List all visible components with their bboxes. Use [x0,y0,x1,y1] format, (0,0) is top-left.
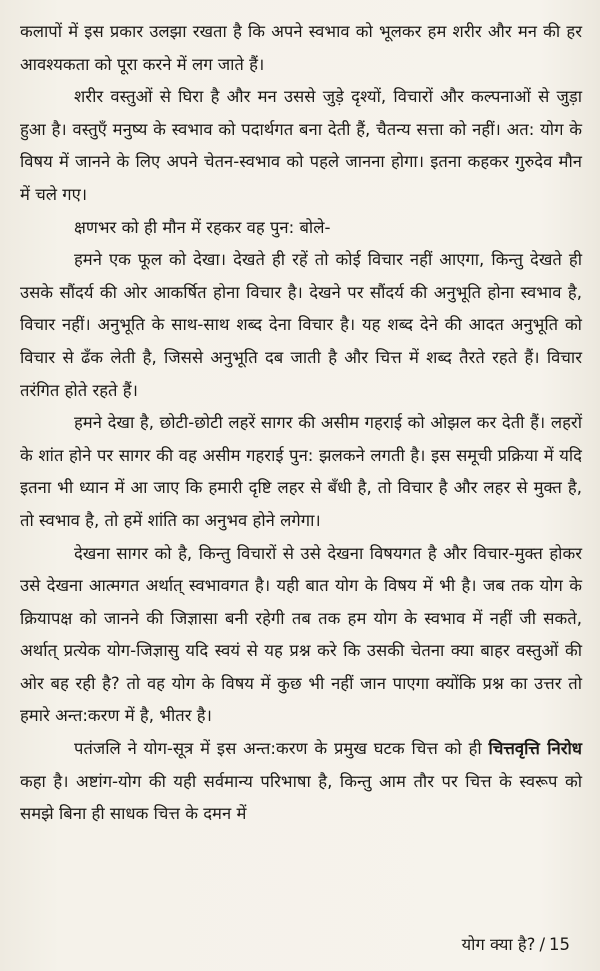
page-footer [462,932,570,955]
footer-separator: / [539,935,545,954]
paragraph: हमने देखा है, छोटी-छोटी लहरें सागर की असीम गहराई को ओझल कर देती हैं। लहरों के शांत होने पर सागर की वह असीम गहराई पुन: झलकने लगती है। इस समूची प्रक्रिया में यदि इतना भी ध्यान में आ जाए कि हमारी दृष्टि लहर से बँधी है, तो विचार है और लहर से मुक्त है, तो स्वभाव है, तो हमें शांति का अनुभव होने लगेगा। [20,413,582,530]
paragraph-continuation: कलापों में इस प्रकार उलझा रखता है कि अपने स्वभाव को भूलकर हम शरीर और मन की हर आवश्यकता को पूरा करने में लग जाते हैं। [20,22,582,74]
paragraph-last [20,733,582,831]
chapter-title: योग क्या है? [461,935,536,954]
paragraph: शरीर वस्तुओं से घिरा है और मन उससे जुड़े दृश्यों, विचारों और कल्पनाओं से जुड़ा हुआ है। वस्तुएँ मनुष्य के स्वभाव को पदार्थगत बना देती हैं, चैतन्य सत्ता को नहीं। अत: योग के विषय में जानने के लिए अपने चेतन-स्वभाव को पहले जानना होगा। इतना कहकर गुरुदेव मौन में चले गए। [20,87,582,204]
paragraph-text: पतंजलि ने योग-सूत्र में इस अन्त:करण के प्रमुख घटक चित्त को ही [74,739,482,759]
paragraph-text: कहा है। अष्टांग-योग की यही सर्वमान्य परिभाषा है, किन्तु आम तौर पर चित्त के स्वरूप को समझे बिना ही साधक चित्त के दमन में [20,771,582,824]
body-text [20,16,582,831]
paragraph: देखना सागर को है, किन्तु विचारों से उसे देखना विषयगत है और विचार-मुक्त होकर उसे देखना आत्मगत अर्थात् स्वभावगत है। यही बात योग के विषय में भी है। जब तक योग के क्रियापक्ष को जानने की जिज्ञासा बनी रहेगी तब तक हम योग के स्वभाव में नहीं जी सकते, अर्थात् प्रत्येक योग-जिज्ञासु यदि स्वयं से यह प्रश्न करे कि उसकी चेतना क्या बाहर वस्तुओं की ओर बह रही है? तो वह योग के विषय में कुछ भी नहीं जान पाएगा क्योंकि प्रश्न का उत्तर तो हमारे अन्त:करण में है, भीतर है। [20,543,582,726]
paragraph: हमने एक फूल को देखा। देखते ही रहें तो कोई विचार नहीं आएगा, किन्तु देखते ही उसके सौंदर्य की ओर आकर्षित होना विचार है। देखने पर सौंदर्य की अनुभूति होना स्वभाव है, विचार नहीं। अनुभूति के साथ-साथ शब्द देना विचार है। यह शब्द देने की आदत अनुभूति को विचार से ढँक लेती है, जिससे अनुभूति दब जाती है और चित्त में शब्द तैरते रहते हैं। विचार तरंगित होते रहते हैं। [20,250,582,400]
page-number: 15 [549,935,570,954]
bold-term: चित्तवृत्ति निरोध [488,739,582,759]
paragraph: क्षणभर को ही मौन में रहकर वह पुन: बोले- [74,217,331,237]
